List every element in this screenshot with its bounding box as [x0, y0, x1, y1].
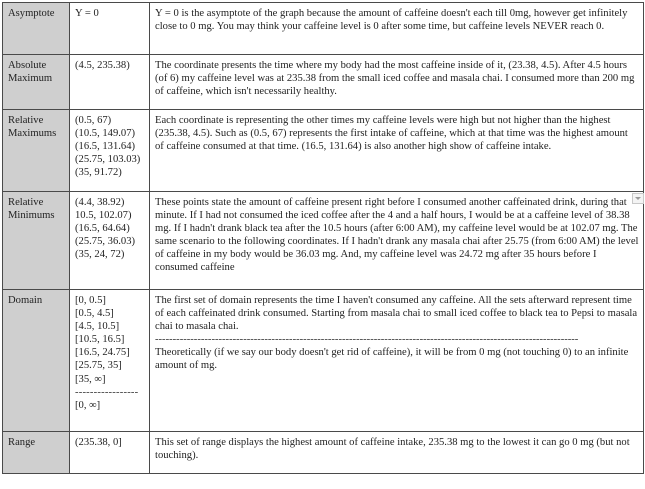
explanation-cell [150, 110, 644, 192]
row-label-cell [3, 55, 70, 110]
row-label-cell [3, 432, 70, 474]
row-label-cell [3, 290, 70, 432]
table-row-relative-maximums [3, 110, 644, 192]
value-item: [0, ∞] [75, 399, 101, 411]
value-item: Y = 0 [75, 8, 99, 19]
value-item: (35, 24, 72) [75, 249, 125, 261]
row-label: Relative Maximums [8, 115, 57, 140]
explanation-cell [150, 290, 644, 432]
value-cell [70, 290, 150, 432]
value-item: (4.4, 38.92) [75, 197, 125, 208]
value-item: (235.38, 0] [75, 437, 122, 448]
row-label: Domain [8, 295, 43, 306]
value-item: (25.75, 103.03) [75, 154, 141, 166]
value-cell [70, 192, 150, 290]
row-label: Absolute Maximum [8, 60, 53, 85]
explanation-cell [150, 55, 644, 110]
explanation-cell [150, 432, 644, 474]
explanation-text: This set of range displays the highest amount of caffeine intake, 235.38 mg to the lowest it can go 0 mg (but not touching). [155, 437, 630, 462]
explanation-cell [150, 192, 644, 290]
table-row-relative-minimums [3, 192, 644, 290]
dropdown-chevron-icon[interactable] [632, 193, 644, 204]
value-item: (16.5, 64.64) [75, 223, 130, 235]
value-item: [16.5, 24.75] [75, 347, 130, 359]
caffeine-function-table [2, 2, 644, 474]
value-item: (10.5, 149.07) [75, 128, 136, 140]
value-item: (4.5, 235.38) [75, 60, 130, 71]
value-item: (16.5, 131.64) [75, 141, 136, 153]
value-item: (25.75, 36.03) [75, 236, 136, 248]
explanation-cell [150, 3, 644, 55]
row-label-cell [3, 192, 70, 290]
value-item: [35, ∞] [75, 373, 106, 385]
row-label-cell [3, 3, 70, 55]
value-separator: ----------------- [75, 386, 139, 398]
value-item: [10.5, 16.5] [75, 334, 125, 346]
value-cell [70, 110, 150, 192]
value-item: [4.5, 10.5] [75, 321, 120, 333]
explanation-text: The first set of domain represents the time I haven't consumed any caffeine. All the sets afterward represent time of each caffeinated drink consumed. Starting from masala chai to small iced coffee to black tea to Pepsi to masala chai to masala chai. [155, 295, 638, 333]
value-item: [0, 0.5] [75, 295, 106, 306]
value-item: (0.5, 67) [75, 115, 112, 126]
row-label: Asymptote [8, 8, 55, 19]
explanation-text-after: Theoretically (if we say our body doesn't get rid of caffeine), it will be from 0 mg (not touching 0) to an infinite amount of mg. [155, 347, 629, 372]
row-label-cell [3, 110, 70, 192]
explanation-separator: ------------------------------------------------------------------------------------------------------------------------ [155, 334, 579, 346]
row-label: Range [8, 437, 36, 448]
explanation-text: Each coordinate is representing the other times my caffeine levels were high but not higher than the highest (235.38, 4.5). Such as (0.5, 67) represents the first intake of caffeine, which at that time was the highest amount of caffeine consumed at that time. (16.5, 131.64) is also another high show of caffeine intake. [155, 115, 628, 153]
value-cell [70, 3, 150, 55]
value-item: [0.5, 4.5] [75, 308, 114, 320]
value-cell [70, 432, 150, 474]
value-cell [70, 55, 150, 110]
value-item: (35, 91.72) [75, 167, 122, 179]
row-label: Relative Minimums [8, 197, 55, 222]
value-item: 10.5, 102.07) [75, 210, 132, 222]
value-item: [25.75, 35] [75, 360, 122, 372]
table-row-domain [3, 290, 644, 432]
explanation-text: These points state the amount of caffeine present right before I consumed another caffeinated drink, during that minute. If I had not consumed the iced coffee after the 4 and a half hours, I would be at a caffeine level of 38.38 mg. If I hadn't drank black tea after the 10.5 hours (after 6:00 AM), my caffeine level would be at 102.07 mg. The same scenario to the following coordinates. If I hadn't drank any masala chai after 25.75 (from 6:00 AM) the level of caffeine in my body would be 36.03 mg. And, my caffeine level was 24.72 mg after 35 hours before I consumed caffeine [155, 197, 639, 274]
explanation-text: Y = 0 is the asymptote of the graph because the amount of caffeine doesn't each till 0mg, however get infinitely close to 0 mg. You may think your caffeine level is 0 after some time, but caffeine levels NEVER reach 0. [155, 8, 628, 33]
table-row-absolute-maximum [3, 55, 644, 110]
table-row-range [3, 432, 644, 474]
explanation-text: The coordinate presents the time where my body had the most caffeine inside of it, (23.38, 4.5). After 4.5 hours (of 6) my caffeine level was at 235.38 from the small iced coffee and masala chai. I consumed more than 200 mg of caffeine, which isn't necessarily healthy. [155, 60, 635, 98]
table-row-asymptote [3, 3, 644, 55]
